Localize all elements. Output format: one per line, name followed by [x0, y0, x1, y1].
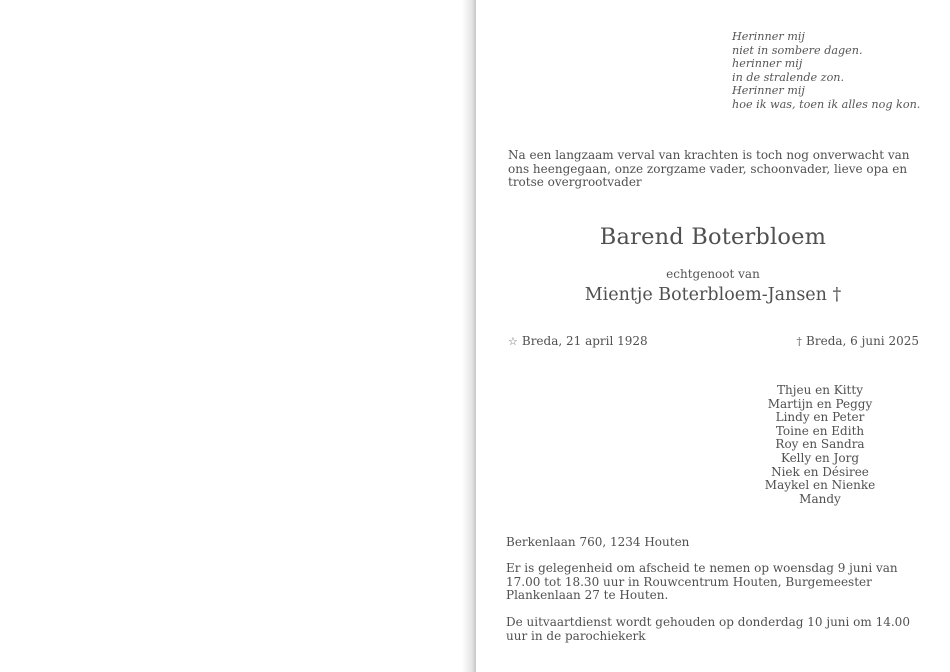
family-member: Maykel en Nienke	[764, 478, 876, 493]
cross-icon: †	[832, 285, 842, 305]
poem-line: in de stralende zon.	[732, 70, 845, 84]
family-member: Lindy en Peter	[775, 410, 865, 425]
star-icon: ☆	[508, 335, 518, 348]
intro-text: Na een langzaam verval van krachten is toch nog onverwacht van ons heengegaan, onze zorgzame vader, schoonvader, lieve opa en trotse overgrootvader	[508, 148, 910, 190]
poem	[732, 30, 920, 112]
family-member: Mandy	[799, 491, 841, 506]
family-member: Martijn en Peggy	[767, 396, 873, 411]
poem-line: Herinner mij	[732, 30, 805, 43]
poem-line: hoe ik was, toen ik alles nog kon.	[732, 97, 921, 111]
poem-line: niet in sombere dagen.	[732, 43, 863, 57]
deceased-name: Barend Boterbloem	[599, 224, 827, 250]
spouse-label: echtgenoot van	[666, 267, 760, 281]
spouse-line	[476, 285, 950, 305]
announcement-page	[476, 0, 950, 672]
birth-text: Breda, 21 april 1928	[521, 334, 648, 348]
family-member: Niek en Désiree	[771, 464, 869, 479]
visitation-text: Er is gelegenheid om afscheid te nemen op woensdag 9 juni van 17.00 tot 18.30 uur in Rouwcentrum Houten, Burgemeester Plankenlaan 27 te Houten.	[506, 561, 898, 603]
death-text: Breda, 6 juni 2025	[806, 334, 919, 348]
spouse-name: Mientje Boterbloem-Jansen	[584, 285, 827, 305]
cross-icon: †	[796, 335, 803, 348]
address: Berkenlaan 760, 1234 Houten	[506, 535, 690, 549]
death-info	[797, 334, 919, 348]
service-text: De uitvaartdienst wordt gehouden op donderdag 10 juni om 14.00 uur in de parochiekerk	[506, 615, 910, 643]
family-member: Kelly en Jorg	[780, 450, 860, 465]
family-member: Toine en Edith	[775, 423, 865, 438]
poem-line: herinner mij	[732, 57, 803, 71]
family-member: Roy en Sandra	[775, 437, 865, 452]
page-fold-shadow	[462, 0, 476, 672]
birth-info	[508, 334, 648, 348]
left-page	[0, 0, 474, 672]
family-list	[756, 384, 884, 506]
poem-line: Herinner mij	[732, 84, 805, 98]
family-member: Thjeu en Kitty	[777, 383, 863, 397]
